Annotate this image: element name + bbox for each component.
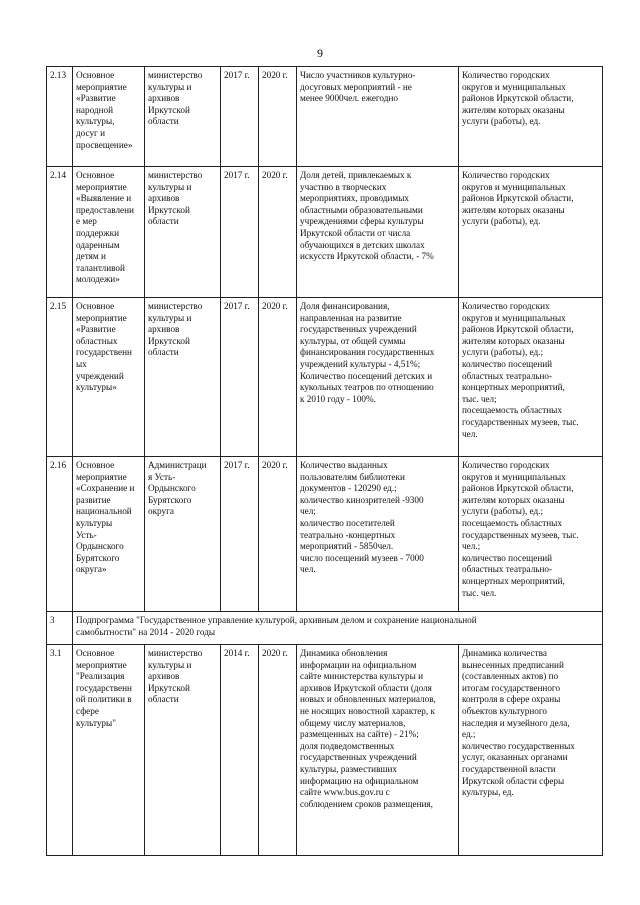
table-row (47, 298, 603, 457)
target-indicator: Количество городских округов и муниципальных районов Иркутской области, жителям которых оказаны услуги (работы), ед. (459, 167, 603, 298)
executor: министерство культуры и архивов Иркутской области (145, 167, 221, 298)
start-year: 2014 г. (221, 645, 259, 856)
row-number: 3.1 (47, 645, 73, 856)
target-indicator: Количество городских округов и муниципальных районов Иркутской области, жителям которых оказаны услуги (работы), ед. (459, 67, 603, 167)
indicator: Количество выданных пользователям библиотеки документов - 120290 ед.; количество кинозрителей -9300 чел; количество посетителей театрально -концертных мероприятий - 5850чел. число посещений музеев - 7000 чел. (297, 457, 459, 612)
event-name: Основное мероприятие «Развитие областных государственн ых учреждений культуры» (73, 298, 145, 457)
start-year: 2017 г. (221, 457, 259, 612)
target-indicator: Количество городских округов и муниципальных районов Иркутской области, жителям которых оказаны услуги (работы), ед.; количество посещений областных театрально- концертных мероприятий, тыс. чел; посещаемость областных государственных музеев, тыс. чел. (459, 298, 603, 457)
target-indicator: Количество городских округов и муниципальных районов Иркутской области, жителям которых оказаны услуги (работы), ед.; посещаемость областных государственных музеев, тыс. чел.; количество посещений областных театрально- концертных мероприятий, тыс. чел. (459, 457, 603, 612)
start-year: 2017 г. (221, 67, 259, 167)
start-year: 2017 г. (221, 298, 259, 457)
subprogram-row (47, 612, 603, 645)
end-year: 2020 г. (259, 167, 297, 298)
end-year: 2020 г. (259, 67, 297, 167)
event-name: Основное мероприятие «Сохранение и развитие национальной культуры Усть- Ордынского Бурятского округа» (73, 457, 145, 612)
indicator: Число участников культурно- досуговых мероприятий - не менее 9000чел. ежегодно (297, 67, 459, 167)
subprogram-number: 3 (47, 612, 73, 645)
start-year: 2017 г. (221, 167, 259, 298)
executor: министерство культуры и архивов Иркутской области (145, 67, 221, 167)
page-number: 9 (317, 46, 323, 60)
event-name: Основное мероприятие «Развитие народной культуры, досуг и просвещение» (73, 67, 145, 167)
end-year: 2020 г. (259, 298, 297, 457)
row-number: 2.16 (47, 457, 73, 612)
executor: министерство культуры и архивов Иркутской области (145, 298, 221, 457)
indicator: Динамика обновления информации на официальном сайте министерства культуры и архивов Иркутской области (доля новых и обновленных материалов, не носящих новостной характер, к общему числу материалов, размещенных на сайте) - 21%; доля подведомственных государственных учреждений культуры, разместивших информацию на официальном сайте www.bus.gov.ru с соблюдением сроков размещения, (297, 645, 459, 856)
table-row (47, 167, 603, 298)
table-row (47, 457, 603, 612)
row-number: 2.14 (47, 167, 73, 298)
event-name: Основное мероприятие "Реализация государственн ой политики в сфере культуры" (73, 645, 145, 856)
indicator: Доля финансирования, направленная на развитие государственных учреждений культуры, от общей суммы финансирования государственных учреждений культуры - 4,51%; Количество посещений детских и кукольных театров по отношению к 2010 году - 100%. (297, 298, 459, 457)
indicator: Доля детей, привлекаемых к участию в творческих мероприятиях, проводимых областными образовательными учреждениями сферы культуры Иркутской области от числа обучающихся в детских школах искусств Иркутской области, - 7% (297, 167, 459, 298)
row-number: 2.13 (47, 67, 73, 167)
event-name: Основное мероприятие «Выявление и предоставлени е мер поддержки одаренным детям и талантливой молодежи» (73, 167, 145, 298)
executor: министерство культуры и архивов Иркутской области (145, 645, 221, 856)
row-number: 2.15 (47, 298, 73, 457)
program-table (46, 66, 603, 856)
target-indicator: Динамика количества вынесенных предписаний (составленных актов) по итогам государственного контроля в сфере охраны объектов культурного наследия и музейного дела, ед.; количество государственных услуг, оказанных органами государственной власти Иркутской области сферы культуры, ед. (459, 645, 603, 856)
end-year: 2020 г. (259, 645, 297, 856)
table-row (47, 67, 603, 167)
subprogram-title: Подпрограмма "Государственное управление культурой, архивным делом и сохранение национальной самобытности" на 2014 - 2020 годы (73, 612, 603, 645)
table-row (47, 645, 603, 856)
executor: Администраци я Усть- Ордынского Бурятского округа (145, 457, 221, 612)
end-year: 2020 г. (259, 457, 297, 612)
